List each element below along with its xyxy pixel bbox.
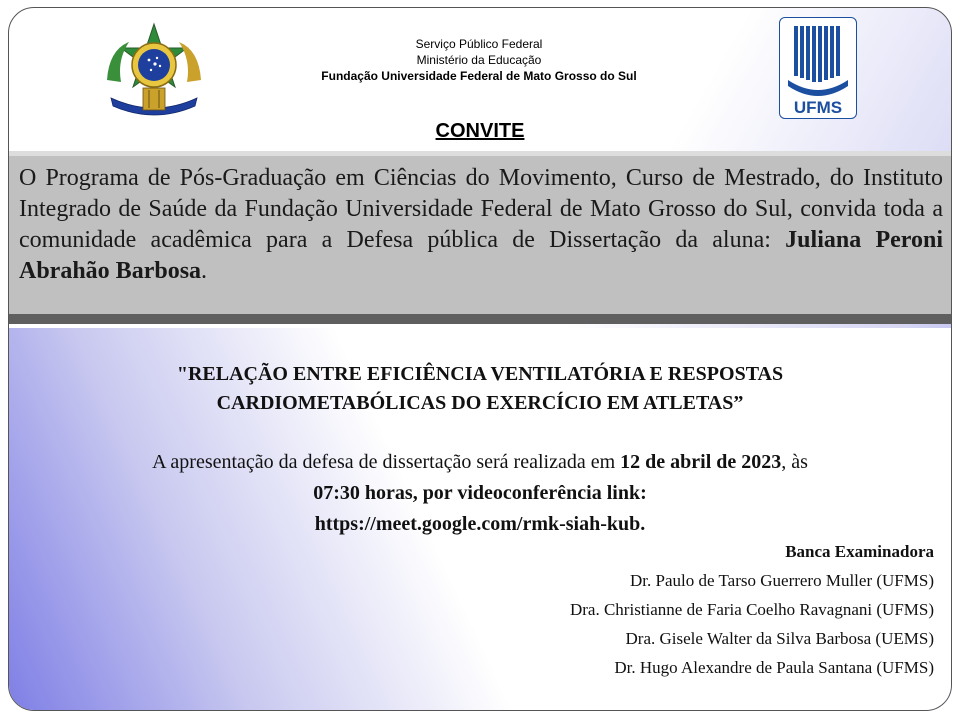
intro-end: .	[201, 258, 208, 284]
committee-title: Banca Examinadora	[785, 542, 934, 561]
presentation-line2	[9, 478, 951, 509]
header-line-university: Fundação Universidade Federal de Mato Grosso do Sul	[321, 69, 637, 83]
presentation-mid: , às	[781, 451, 808, 473]
ufms-logo-text: UFMS	[793, 98, 843, 117]
presentation-date: 12 de abril de 2023	[620, 451, 782, 473]
committee-member: Dr. Hugo Alexandre de Paula Santana (UFMS)	[614, 658, 934, 677]
invite-title: CONVITE	[435, 120, 525, 142]
presentation-pre: A apresentação da defesa de dissertação será realizada em	[152, 451, 621, 473]
intro-text: O Programa de Pós-Graduação em Ciências do Movimento, Curso de Mestrado, do Instituto Integrado de Saúde da Fundação Universidade Federal de Mato Grosso do Sul, convida toda a comunidade acadêmica para a Defesa pública de Dissertação da aluna:	[19, 165, 943, 253]
committee-member: Dra. Christianne de Faria Coelho Ravagnani (UFMS)	[569, 600, 934, 619]
committee-member: Dr. Paulo de Tarso Guerrero Muller (UFMS)	[630, 571, 934, 590]
dissertation-title	[9, 360, 951, 418]
dissertation-title-line2: CARDIOMETABÓLICAS DO EXERCÍCIO EM ATLETAS”	[216, 392, 744, 414]
header-line-service: Serviço Público Federal	[415, 37, 543, 51]
slide	[8, 7, 952, 711]
presentation-post: , por videoconferência link:	[412, 482, 647, 504]
committee-member: Dra. Gisele Walter da Silva Barbosa (UEMS)	[625, 629, 934, 648]
meeting-link[interactable]: https://meet.google.com/rmk-siah-kub.	[314, 513, 646, 535]
committee	[570, 537, 934, 682]
presentation-line3	[9, 509, 951, 540]
header-line-ministry: Ministério da Educação	[416, 53, 542, 67]
ufms-logo-icon	[779, 17, 857, 119]
coat-of-arms-icon	[99, 20, 209, 125]
intro-paragraph	[19, 163, 943, 287]
student-name: Juliana Peroni Abrahão Barbosa	[19, 227, 944, 284]
band-divider	[9, 314, 951, 324]
presentation-line1	[9, 447, 951, 478]
dissertation-title-line1: "RELAÇÃO ENTRE EFICIÊNCIA VENTILATÓRIA E RESPOSTAS	[176, 363, 784, 385]
institution-header	[249, 36, 709, 84]
presentation-time: 07:30 horas	[313, 482, 413, 504]
presentation-info	[9, 447, 951, 540]
